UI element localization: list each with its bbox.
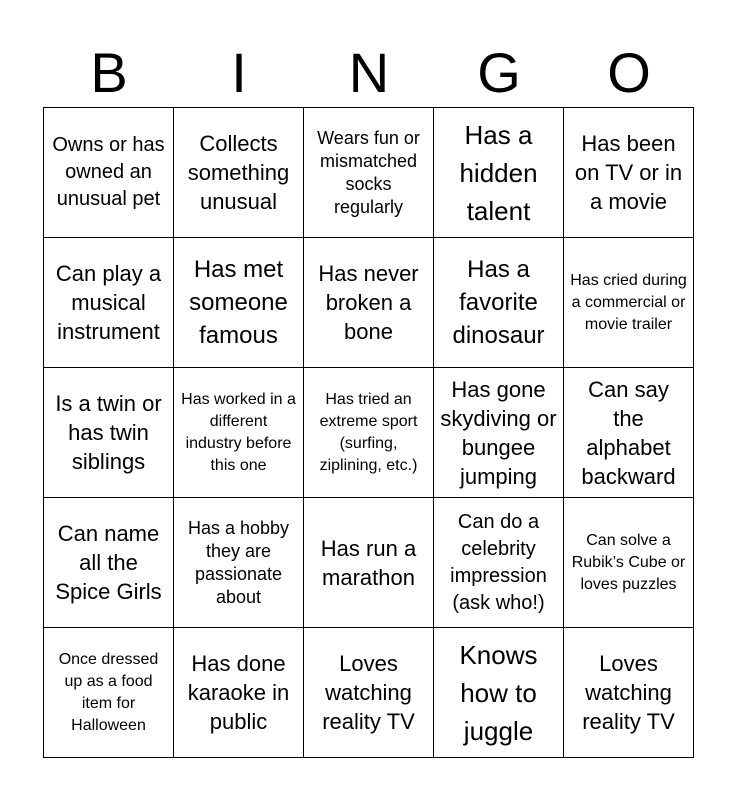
bingo-cell[interactable] xyxy=(564,628,694,758)
cell-text: Can solve a Rubik’s Cube or loves puzzles xyxy=(571,531,686,593)
cell-text: Loves watching reality TV xyxy=(322,651,415,734)
cell-text: Can say the alphabet backward xyxy=(581,376,676,489)
bingo-cell[interactable] xyxy=(44,238,174,368)
bingo-cell[interactable] xyxy=(564,368,694,498)
cell-text: Can name all the Spice Girls xyxy=(55,521,162,604)
bingo-cell[interactable] xyxy=(304,628,434,758)
bingo-grid xyxy=(43,107,694,758)
bingo-cell[interactable] xyxy=(174,628,304,758)
bingo-cell[interactable] xyxy=(434,628,564,758)
bingo-cell[interactable] xyxy=(174,238,304,368)
cell-text: Has worked in a different industry before this one xyxy=(181,390,296,474)
cell-text: Owns or has owned an unusual pet xyxy=(52,134,165,210)
cell-text: Wears fun or mismatched socks regularly xyxy=(317,127,420,217)
cell-text: Has cried during a commercial or movie trailer xyxy=(570,271,687,333)
bingo-cell[interactable] xyxy=(434,368,564,498)
cell-text: Has been on TV or in a movie xyxy=(574,131,683,214)
cell-text: Knows how to juggle xyxy=(459,639,538,746)
bingo-cell[interactable] xyxy=(44,498,174,628)
cell-text: Loves watching reality TV xyxy=(582,651,675,734)
bingo-cell[interactable] xyxy=(564,498,694,628)
header-letter-n: N xyxy=(348,41,390,104)
bingo-cell[interactable] xyxy=(434,498,564,628)
bingo-cell[interactable] xyxy=(304,368,434,498)
cell-text: Is a twin or has twin siblings xyxy=(55,391,162,474)
cell-text: Can do a celebrity impression (ask who!) xyxy=(450,510,547,614)
bingo-cell[interactable] xyxy=(44,108,174,238)
header-letter-b: B xyxy=(90,41,128,104)
bingo-cell[interactable] xyxy=(304,498,434,628)
bingo-cell[interactable] xyxy=(44,628,174,758)
cell-text: Has tried an extreme sport (surfing, ziplining, etc.) xyxy=(319,390,418,474)
bingo-cell[interactable] xyxy=(44,368,174,498)
header-letter-g: G xyxy=(477,41,521,104)
cell-text: Has a favorite dinosaur xyxy=(452,256,545,349)
cell-text: Once dressed up as a food item for Halloween xyxy=(58,650,159,734)
cell-text: Can play a musical instrument xyxy=(55,261,162,344)
cell-text: Collects something unusual xyxy=(187,131,290,214)
cell-text: Has a hobby they are passionate about xyxy=(187,517,290,607)
cell-text: Has run a marathon xyxy=(320,535,417,590)
bingo-cell[interactable] xyxy=(174,368,304,498)
cell-text: Has done karaoke in public xyxy=(187,651,290,734)
bingo-header xyxy=(44,40,694,106)
bingo-cell[interactable] xyxy=(434,238,564,368)
header-letter-o: O xyxy=(607,41,651,104)
cell-text: Has never broken a bone xyxy=(318,261,419,344)
bingo-cell[interactable] xyxy=(434,108,564,238)
bingo-cell[interactable] xyxy=(174,108,304,238)
cell-text: Has gone skydiving or bungee jumping xyxy=(440,376,557,489)
bingo-cell[interactable] xyxy=(564,238,694,368)
header-letter-i: I xyxy=(231,41,247,104)
bingo-cell[interactable] xyxy=(304,238,434,368)
bingo-cell[interactable] xyxy=(564,108,694,238)
cell-text: Has met someone famous xyxy=(189,256,288,349)
bingo-cell[interactable] xyxy=(304,108,434,238)
bingo-cell[interactable] xyxy=(174,498,304,628)
cell-text: Has a hidden talent xyxy=(459,119,538,226)
